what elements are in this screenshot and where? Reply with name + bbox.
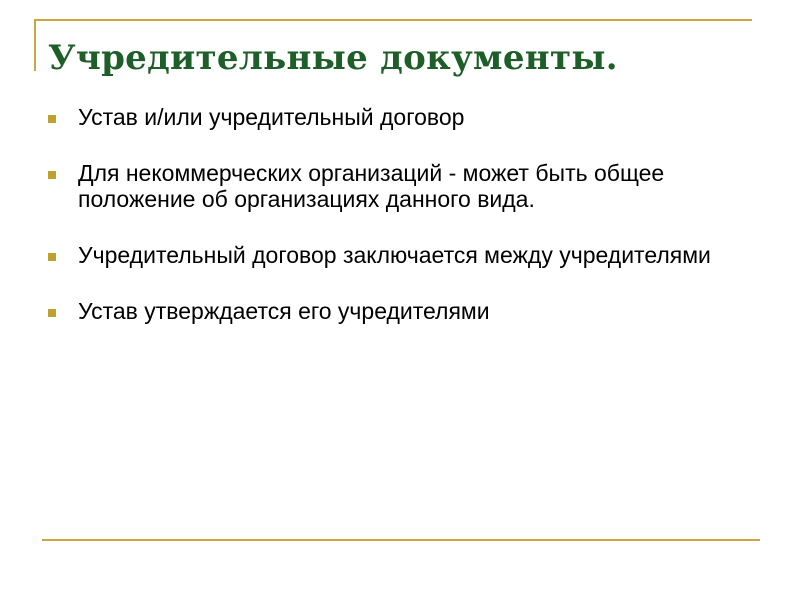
bullet-item — [48, 104, 738, 130]
bullet-item — [48, 160, 738, 212]
bullet-item — [48, 298, 738, 324]
square-bullet-icon — [48, 309, 56, 317]
top-divider — [34, 19, 752, 21]
bottom-divider — [42, 539, 760, 541]
slide-title: Учредительные документы. — [48, 30, 622, 86]
square-bullet-icon — [48, 115, 56, 123]
square-bullet-icon — [48, 253, 56, 261]
bullet-text: Устав утверждается его учредителями — [78, 298, 490, 324]
bullet-text: Устав и/или учредительный договор — [78, 104, 465, 130]
bullet-text: Для некоммерческих организаций - может быть общее положение об организациях данного вида. — [78, 160, 665, 212]
bullet-item — [48, 242, 738, 268]
top-left-corner-divider — [34, 19, 36, 71]
bullet-list — [48, 104, 738, 324]
bullet-text: Учредительный договор заключается между учредителями — [78, 242, 711, 268]
square-bullet-icon — [48, 171, 56, 179]
